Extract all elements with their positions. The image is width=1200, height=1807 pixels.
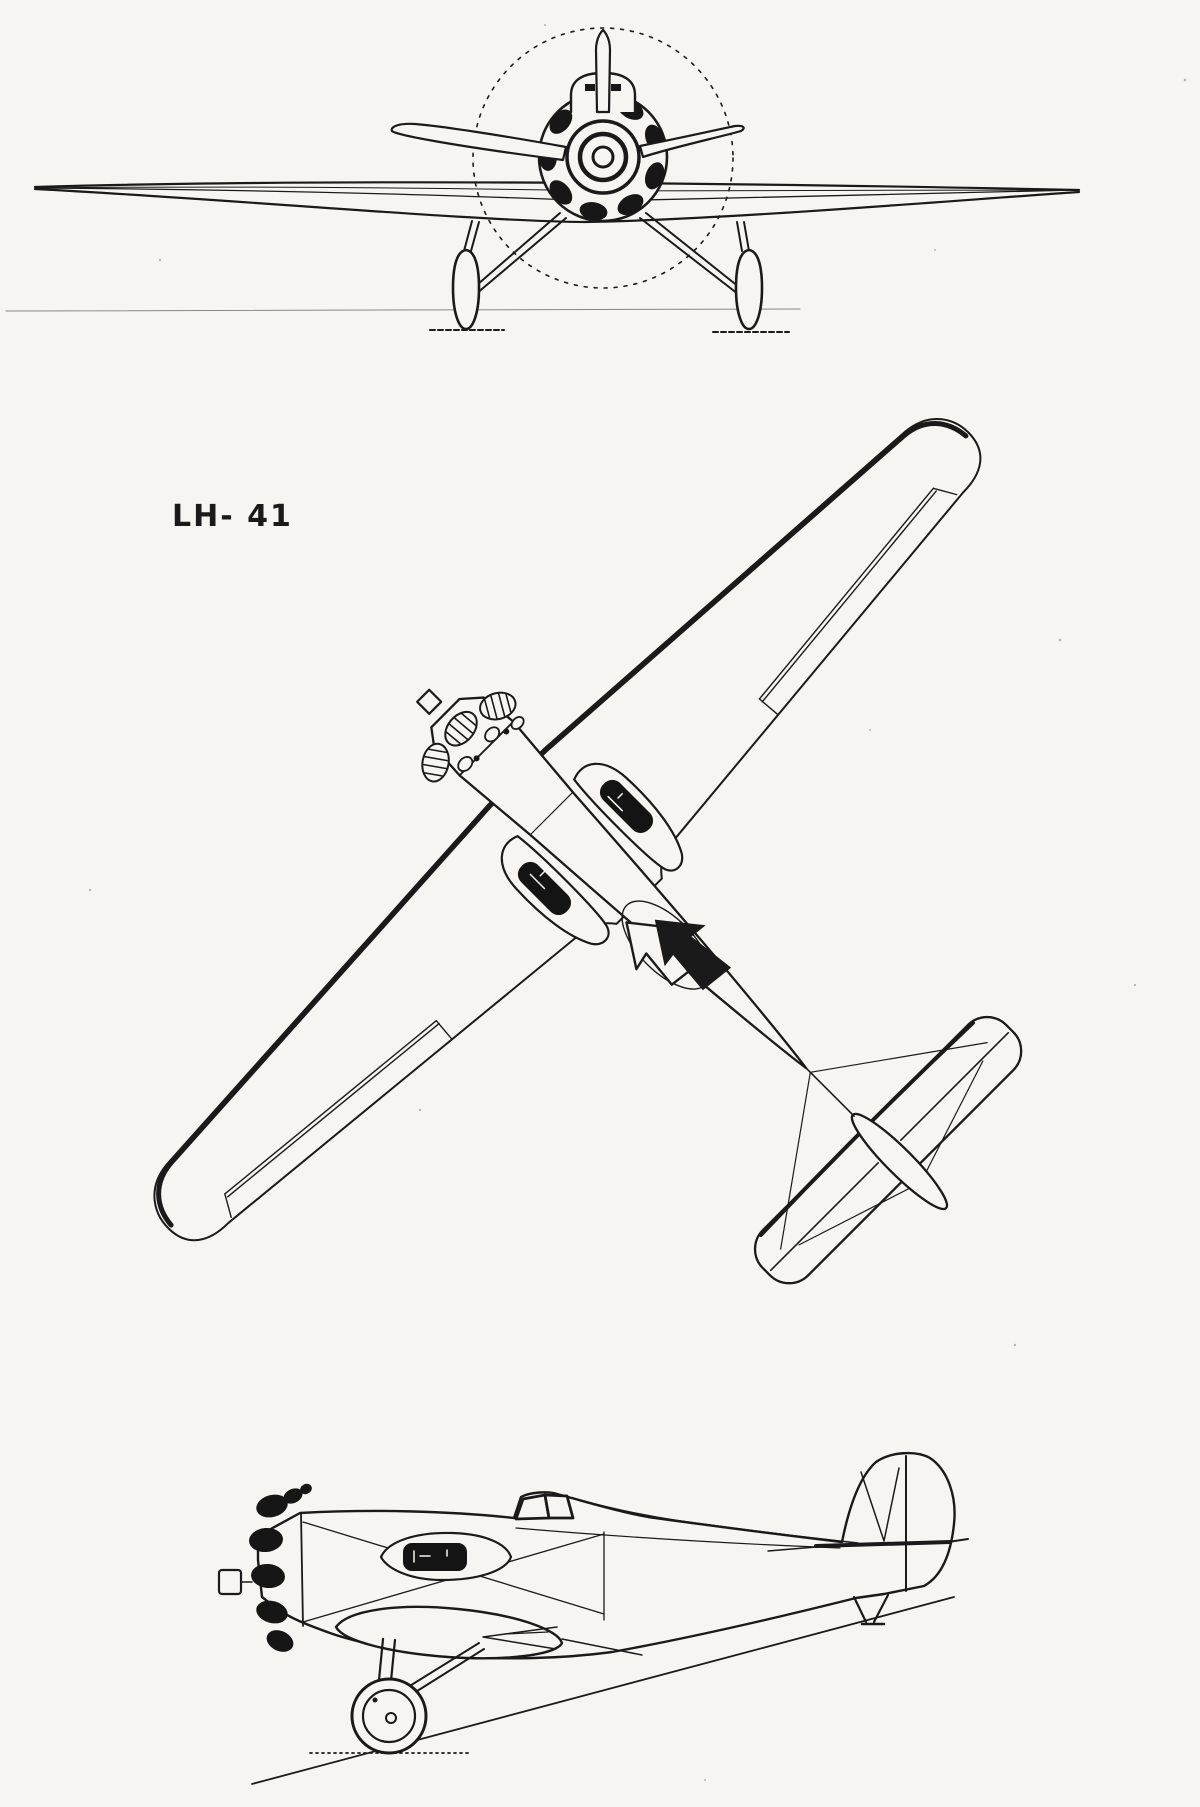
reference-line xyxy=(6,309,800,311)
canopy xyxy=(516,1495,573,1519)
cabin-window-glazing xyxy=(403,1543,467,1571)
top-plan-view xyxy=(30,292,1200,1607)
left-wheel xyxy=(453,250,479,329)
spinner-hub xyxy=(593,147,613,167)
front-view xyxy=(6,28,1079,332)
propeller-hub-side xyxy=(219,1570,252,1594)
vertical-blade xyxy=(596,30,610,112)
right-wheel xyxy=(736,250,762,329)
aircraft-type-label: LH- 41 xyxy=(172,499,293,534)
left-blade xyxy=(392,124,566,160)
cabin-window-fairing xyxy=(381,1533,511,1580)
propeller-hub-marker xyxy=(417,690,441,714)
front-landing-gear xyxy=(430,213,789,332)
side-view xyxy=(219,1453,968,1784)
